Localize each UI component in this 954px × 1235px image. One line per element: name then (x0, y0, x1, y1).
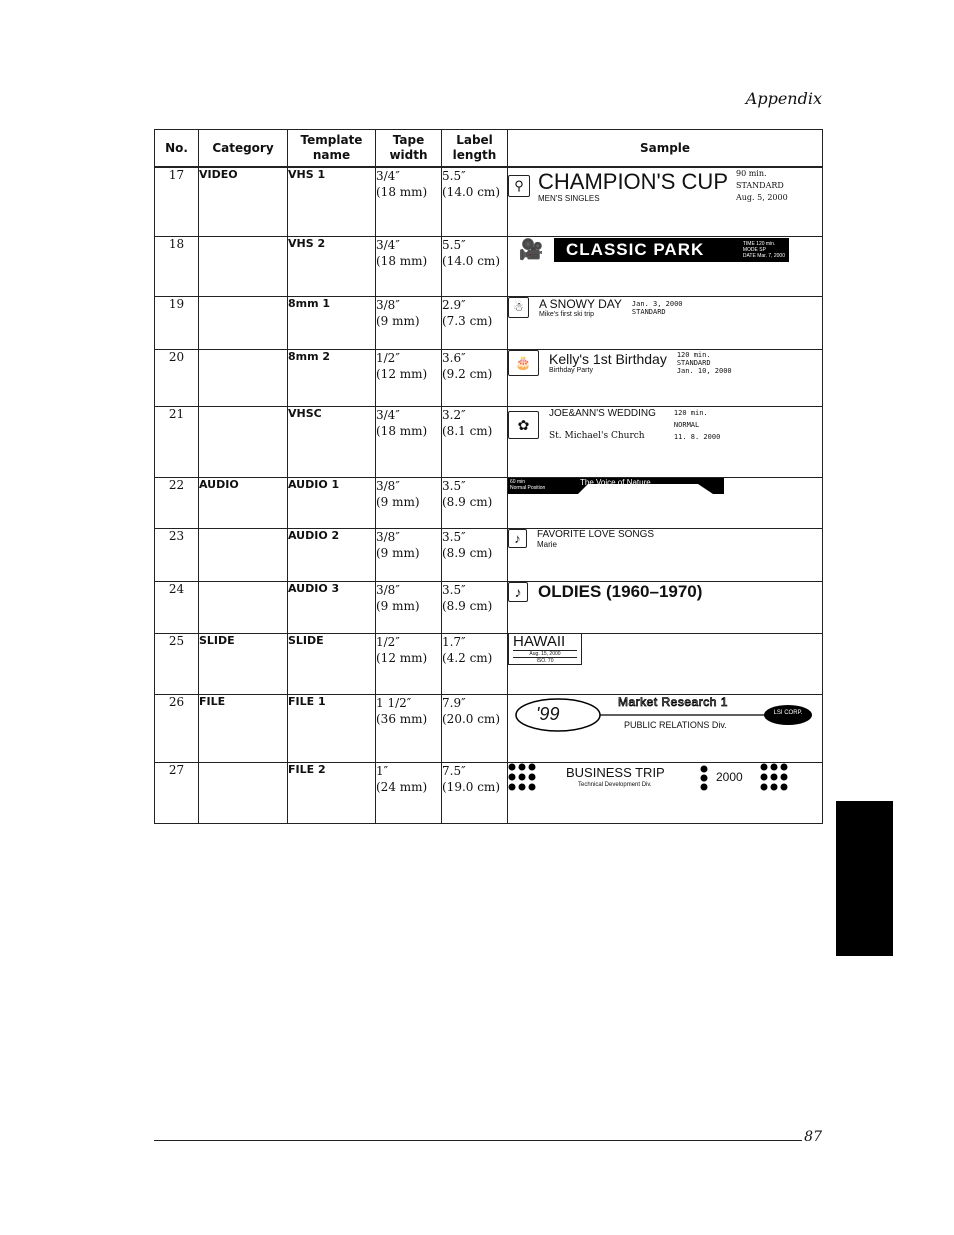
category-cell: FILE (199, 694, 288, 762)
sample-label-23 (508, 529, 822, 549)
sample-info: STANDARD (736, 181, 784, 190)
col-header-tape-width: Tape width (376, 130, 442, 168)
sample-title: HAWAII (513, 634, 577, 651)
sample-title: Market Research 1 (618, 694, 728, 709)
tape-width-cell: 3/4″ (18 mm) (376, 236, 442, 296)
category-cell (199, 236, 288, 296)
label-length-cell: 3.5″ (8.9 cm) (442, 581, 508, 633)
template-table (154, 129, 823, 824)
sample-label-25 (508, 634, 582, 665)
sample-info: TIME 120 min. (742, 240, 776, 247)
category-cell: SLIDE (199, 633, 288, 694)
sample-label-26 (514, 695, 814, 735)
label-length-cell: 5.5″ (14.0 cm) (442, 167, 508, 236)
music-note-icon: ♪ (508, 582, 528, 602)
table-row (155, 633, 823, 694)
sample-label-24 (508, 582, 822, 602)
sample-info: DATE Mar. 7, 2000 (742, 252, 785, 259)
table-row (155, 694, 823, 762)
row-number: 21 (155, 406, 199, 477)
template-name-cell: AUDIO 3 (288, 581, 376, 633)
birthday-cake-icon: 🎂 (508, 350, 539, 376)
row-number: 25 (155, 633, 199, 694)
sample-cell (508, 236, 823, 296)
sample-title: CLASSIC PARK (566, 239, 705, 259)
row-number: 27 (155, 762, 199, 823)
sample-label-19 (508, 297, 822, 319)
sample-subtitle: MEN'S SINGLES (538, 193, 600, 203)
tape-width-cell: 1″ (24 mm) (376, 762, 442, 823)
sample-label-22 (508, 478, 724, 494)
row-number: 19 (155, 296, 199, 349)
sample-cell (508, 349, 823, 406)
table-row (155, 296, 823, 349)
sample-subtitle: Marie (537, 539, 558, 549)
table-row (155, 762, 823, 823)
wedding-bouquet-icon: ✿ (508, 411, 539, 439)
footer-divider (154, 1140, 802, 1141)
sample-info: Jan. 3, 2000 (631, 299, 683, 308)
label-length-cell: 7.5″ (19.0 cm) (442, 762, 508, 823)
col-header-template-name: Template name (288, 130, 376, 168)
col-header-label-length: Label length (442, 130, 508, 168)
sample-badge: LSI CORP. (773, 709, 803, 716)
sample-subtitle: PUBLIC RELATIONS Div. (624, 719, 727, 730)
row-number: 20 (155, 349, 199, 406)
sample-info: STANDARD (676, 358, 711, 367)
sample-info: ISO. 70 (536, 657, 554, 664)
template-name-cell: SLIDE (288, 633, 376, 694)
col-header-no: No. (155, 130, 199, 168)
sample-label-27 (508, 763, 792, 793)
sample-year: '99 (536, 703, 560, 724)
sample-cell (508, 762, 823, 823)
tape-width-cell: 3/4″ (18 mm) (376, 406, 442, 477)
label-length-cell: 7.9″ (20.0 cm) (442, 694, 508, 762)
page-number: 87 (804, 1129, 822, 1145)
sample-info: 120 min. (673, 408, 708, 417)
row-number: 23 (155, 528, 199, 581)
template-name-cell: AUDIO 2 (288, 528, 376, 581)
sample-info: MODE SP (742, 246, 766, 253)
tape-width-cell: 1 1/2″ (36 mm) (376, 694, 442, 762)
category-cell (199, 528, 288, 581)
sample-label-18 (508, 237, 789, 263)
table-row (155, 581, 823, 633)
row-number: 18 (155, 236, 199, 296)
sample-info: 120 min. (676, 350, 711, 359)
table-row (155, 528, 823, 581)
sample-cell (508, 406, 823, 477)
tape-width-cell: 1/2″ (12 mm) (376, 349, 442, 406)
sample-label-21 (508, 407, 822, 443)
tape-width-cell: 3/8″ (9 mm) (376, 581, 442, 633)
sample-info: Aug. 15, 2000 (513, 651, 577, 658)
sample-subtitle: St. Michael's Church (549, 431, 645, 441)
snowman-icon: ☃ (508, 297, 529, 318)
sample-info: Aug. 5, 2000 (736, 193, 788, 202)
sample-cell (508, 694, 823, 762)
template-name-cell: VHS 1 (288, 167, 376, 236)
template-name-cell: FILE 2 (288, 762, 376, 823)
sample-title: A SNOWY DAY (539, 296, 622, 311)
sample-label-20 (508, 350, 822, 376)
category-cell (199, 349, 288, 406)
tennis-racket-icon: ⚲ (508, 175, 530, 197)
category-cell (199, 406, 288, 477)
row-number: 17 (155, 167, 199, 236)
label-length-cell: 5.5″ (14.0 cm) (442, 236, 508, 296)
tape-width-cell: 1/2″ (12 mm) (376, 633, 442, 694)
sample-info: 60 min (510, 478, 526, 485)
sample-title: The Voice of Nature (580, 477, 651, 487)
sample-title: Kelly's 1st Birthday (549, 350, 667, 367)
page-header-title: Appendix (745, 89, 822, 108)
sample-info: STANDARD (631, 307, 666, 316)
template-name-cell: 8mm 1 (288, 296, 376, 349)
template-name-cell: 8mm 2 (288, 349, 376, 406)
category-cell (199, 762, 288, 823)
sample-label-17 (508, 168, 822, 204)
label-length-cell: 3.6″ (9.2 cm) (442, 349, 508, 406)
sample-subtitle: Technical Development Div. (578, 781, 652, 788)
sample-title: CHAMPION'S CUP (538, 168, 728, 194)
sample-info: NORMAL (673, 420, 700, 429)
label-length-cell: 1.7″ (4.2 cm) (442, 633, 508, 694)
sample-subtitle: Birthday Party (549, 366, 593, 374)
sample-info: 90 min. (736, 169, 767, 178)
sample-title: OLDIES (1960–1970) (538, 581, 703, 601)
label-length-cell: 3.5″ (8.9 cm) (442, 477, 508, 528)
row-number: 26 (155, 694, 199, 762)
sample-info: 11. 8. 2000 (673, 432, 721, 441)
sample-cell (508, 477, 823, 528)
sample-cell (508, 296, 823, 349)
row-number: 22 (155, 477, 199, 528)
table-row (155, 477, 823, 528)
sample-cell (508, 528, 823, 581)
template-name-cell: VHSC (288, 406, 376, 477)
sample-info: Normal Position (510, 484, 546, 491)
table-row (155, 167, 823, 236)
label-length-cell: 2.9″ (7.3 cm) (442, 296, 508, 349)
sample-info: Jan. 10, 2000 (676, 366, 732, 375)
label-length-cell: 3.5″ (8.9 cm) (442, 528, 508, 581)
music-note-icon: ♪ (508, 529, 527, 548)
category-cell: AUDIO (199, 477, 288, 528)
row-number: 24 (155, 581, 199, 633)
category-cell: VIDEO (199, 167, 288, 236)
sample-cell (508, 581, 823, 633)
table-row (155, 349, 823, 406)
template-name-cell: AUDIO 1 (288, 477, 376, 528)
sample-cell (508, 633, 823, 694)
label-length-cell: 3.2″ (8.1 cm) (442, 406, 508, 477)
template-name-cell: VHS 2 (288, 236, 376, 296)
table-row (155, 236, 823, 296)
category-cell (199, 296, 288, 349)
tape-width-cell: 3/4″ (18 mm) (376, 167, 442, 236)
sample-title: FAVORITE LOVE SONGS (537, 528, 655, 540)
col-header-category: Category (199, 130, 288, 168)
sample-cell (508, 167, 823, 236)
table-row (155, 406, 823, 477)
tape-width-cell: 3/8″ (9 mm) (376, 528, 442, 581)
sample-title: JOE&ANN'S WEDDING (549, 408, 656, 419)
table-header-row (155, 130, 823, 168)
section-thumb-tab (836, 801, 893, 956)
sample-subtitle: Mike's first ski trip (539, 310, 595, 318)
tape-width-cell: 3/8″ (9 mm) (376, 477, 442, 528)
tape-width-cell: 3/8″ (9 mm) (376, 296, 442, 349)
sample-title: BUSINESS TRIP (566, 764, 665, 780)
col-header-sample: Sample (508, 130, 823, 168)
template-name-cell: FILE 1 (288, 694, 376, 762)
film-camera-icon: 🎥 (518, 238, 544, 261)
category-cell (199, 581, 288, 633)
sample-year: 2000 (716, 769, 743, 784)
